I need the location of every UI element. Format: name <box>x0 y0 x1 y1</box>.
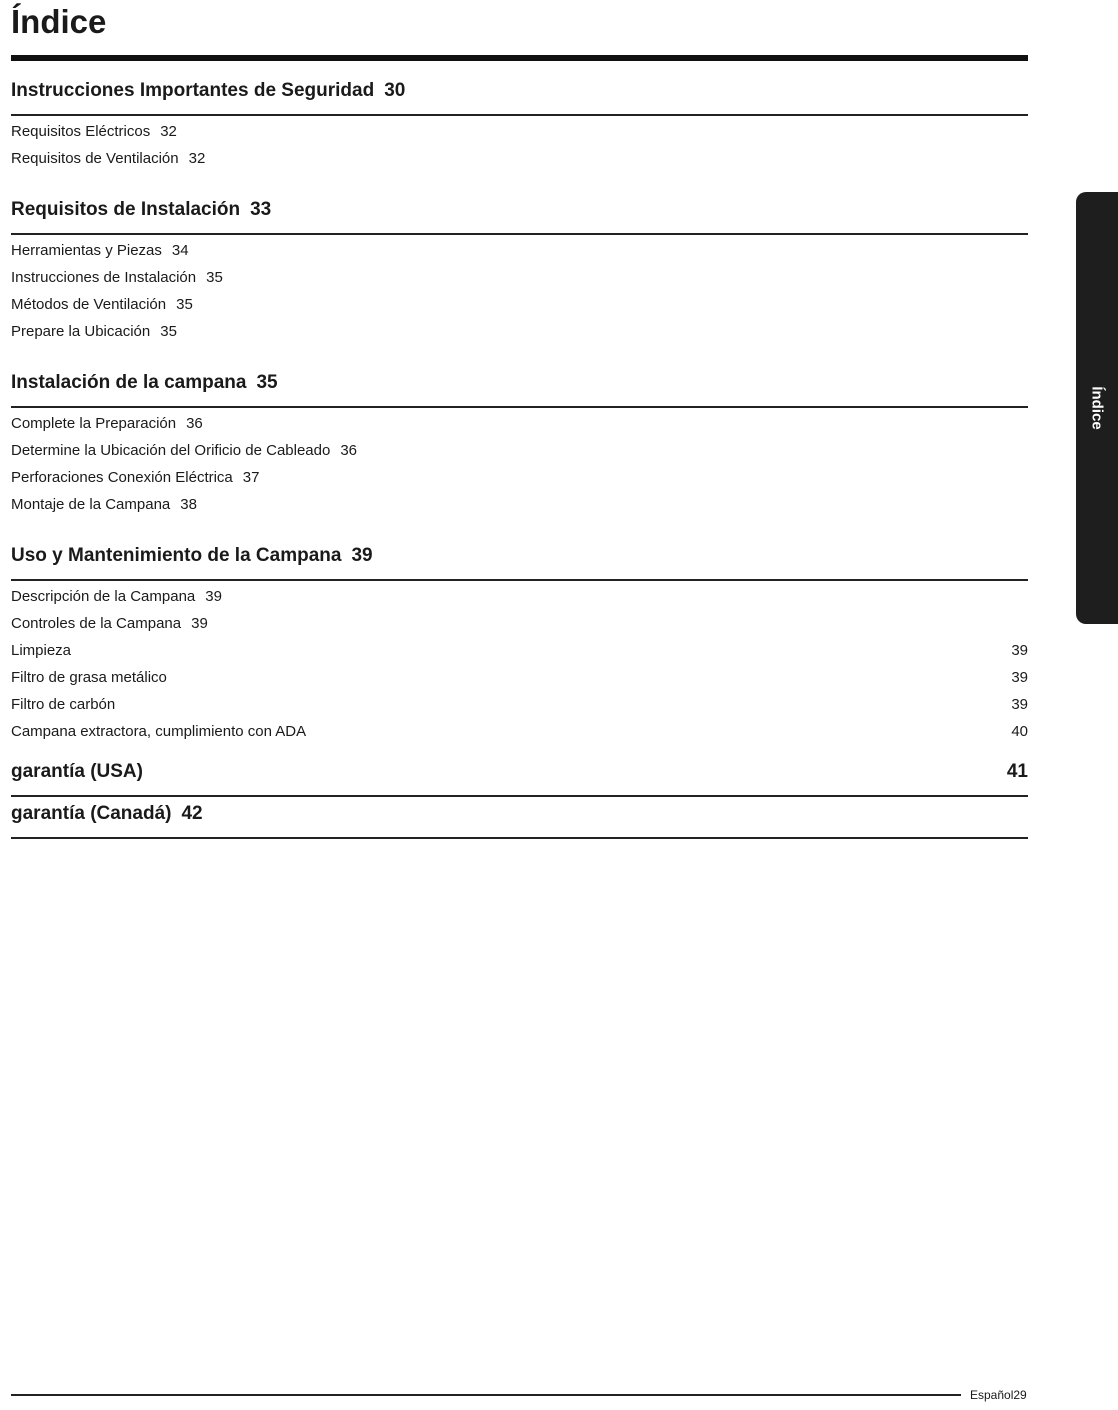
entry-label: Prepare la Ubicación <box>11 323 151 340</box>
footer-page-number: 29 <box>1013 1388 1027 1402</box>
entry-label: Herramientas y Piezas <box>11 242 162 259</box>
spacer <box>11 745 1028 757</box>
entry-page-number: 37 <box>242 469 260 486</box>
entry-page-number: 32 <box>188 150 206 167</box>
side-index-tab[interactable] <box>1076 192 1118 624</box>
toc-section-heading[interactable] <box>11 757 1028 787</box>
toc-section-heading[interactable] <box>11 195 1028 225</box>
section-page-number: 42 <box>181 803 203 824</box>
entry-page-number: 35 <box>160 323 177 340</box>
toc-entry[interactable] <box>11 264 1028 291</box>
toc-entry[interactable] <box>11 237 1028 264</box>
section-divider <box>11 837 1028 839</box>
entry-label: Limpieza <box>11 642 72 659</box>
entry-label: Complete la Preparación <box>11 415 177 432</box>
entry-page-number: 39 <box>1011 669 1028 686</box>
toc-entry[interactable] <box>11 145 1028 172</box>
toc-entry[interactable] <box>11 718 1028 745</box>
section-page-number: 39 <box>351 545 373 566</box>
title-divider <box>11 55 1028 61</box>
toc-entry[interactable] <box>11 464 1028 491</box>
section-page-number: 30 <box>384 80 406 101</box>
entry-page-number: 34 <box>171 242 189 259</box>
entry-label: Montaje de la Campana <box>11 496 171 513</box>
entry-page-number: 36 <box>186 415 203 432</box>
footer-language: Español <box>970 1388 1014 1402</box>
section-title: Instrucciones Importantes de Seguridad <box>11 80 375 101</box>
section-divider <box>11 233 1028 235</box>
entry-label: Filtro de grasa metálico <box>11 669 167 686</box>
entry-page-number: 39 <box>1011 696 1028 713</box>
section-title: Instalación de la campana <box>11 372 247 393</box>
section-divider <box>11 579 1028 581</box>
table-of-contents <box>11 76 1028 841</box>
entry-label: Requisitos de Ventilación <box>11 150 179 167</box>
section-title: garantía (USA) <box>11 761 143 782</box>
side-tab-label: Índice <box>1088 386 1106 430</box>
entry-label: Métodos de Ventilación <box>11 296 167 313</box>
entry-page-number: 39 <box>1011 642 1028 659</box>
section-title: Uso y Mantenimiento de la Campana <box>11 545 342 566</box>
toc-entry[interactable] <box>11 410 1028 437</box>
toc-entry[interactable] <box>11 664 1028 691</box>
entry-page-number: 40 <box>1011 723 1028 740</box>
toc-entry[interactable] <box>11 637 1028 664</box>
section-page-number: 33 <box>250 199 272 220</box>
toc-entry[interactable] <box>11 610 1028 637</box>
toc-section-heading[interactable] <box>11 368 1028 398</box>
spacer <box>11 518 1028 541</box>
entry-label: Determine la Ubicación del Orificio de Cableado <box>11 442 331 459</box>
entry-label: Descripción de la Campana <box>11 588 196 605</box>
entry-page-number: 35 <box>176 296 193 313</box>
toc-section-heading[interactable] <box>11 76 1028 106</box>
toc-entry[interactable] <box>11 583 1028 610</box>
footer-page-label <box>970 1387 1027 1403</box>
entry-label: Controles de la Campana <box>11 615 182 632</box>
entry-label: Requisitos Eléctricos <box>11 123 151 140</box>
section-page-number: 35 <box>256 372 278 393</box>
section-title: garantía (Canadá) <box>11 803 172 824</box>
toc-section-heading[interactable] <box>11 541 1028 571</box>
entry-page-number: 35 <box>206 269 223 286</box>
section-divider <box>11 795 1028 797</box>
section-page-number: 41 <box>1006 761 1028 782</box>
entry-page-number: 36 <box>340 442 358 459</box>
entry-label: Instrucciones de Instalación <box>11 269 197 286</box>
section-divider <box>11 406 1028 408</box>
toc-entry[interactable] <box>11 118 1028 145</box>
entry-page-number: 39 <box>205 588 222 605</box>
entry-label: Campana extractora, cumplimiento con ADA <box>11 723 307 740</box>
toc-section-heading[interactable] <box>11 799 1028 829</box>
toc-entry[interactable] <box>11 491 1028 518</box>
entry-page-number: 39 <box>191 615 208 632</box>
spacer <box>11 345 1028 368</box>
footer-divider <box>11 1394 961 1396</box>
spacer <box>11 172 1028 195</box>
toc-entry[interactable] <box>11 318 1028 345</box>
entry-label: Filtro de carbón <box>11 696 116 713</box>
entry-page-number: 32 <box>160 123 177 140</box>
toc-entry[interactable] <box>11 691 1028 718</box>
section-title: Requisitos de Instalación <box>11 199 241 220</box>
entry-label: Perforaciones Conexión Eléctrica <box>11 469 233 486</box>
page-title: Índice <box>11 3 107 40</box>
toc-entry[interactable] <box>11 291 1028 318</box>
toc-entry[interactable] <box>11 437 1028 464</box>
section-divider <box>11 114 1028 116</box>
entry-page-number: 38 <box>180 496 197 513</box>
